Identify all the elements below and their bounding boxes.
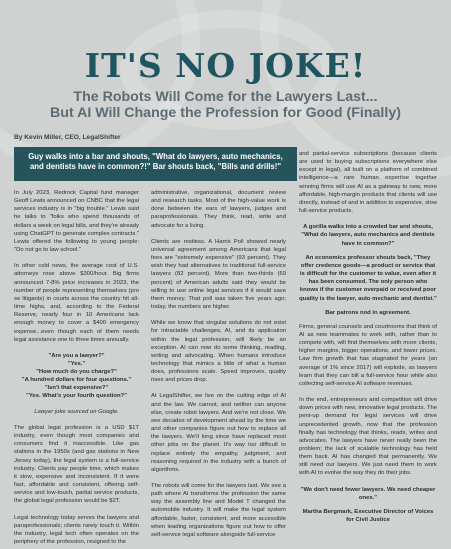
- article-subtitle: [10, 89, 441, 121]
- paragraph: Firms, general counsels and courtrooms that think of AI as new teammates to work with, rather than to compete with, will find themselves with more clients, higher margins, bigger operations, and lower prices. Law firm growth that has stagnated for years (an average of 1% since 2017) will explode, as lawyers learn that they can bill a full-service hour while also collecting self-service AI software revenues.: [299, 323, 437, 387]
- paragraph: Legal technology today serves the lawyers and paraprofessionals; clients rarely touch it. Within the industry, legal tech often operates on the periphery of the profession, resigned to the: [14, 514, 139, 545]
- quote-line: "A hundred dollars for four questions.": [21, 376, 132, 383]
- paragraph: and partial-service subscriptions (because clients are used to buying subscriptions everywhere else except in legal), all built on a platform of combined intelligence—a rare human expertise together winning firms will use AI as a gateway to new, more affordable, high-margin products that clients will use directly, instead of and in addition to expensive, slow full-service products.: [299, 151, 437, 215]
- paragraph: The robots will come for the lawyers last. We see a path where AI transforms the profession the same way the assembly line and Model T changed the automobile industry. It will make the legal system affordable, faster, consistent, and more accessible when leading organizations figure out how to offer self-service legal software alongside full-service: [151, 483, 286, 538]
- joke-banner: Guy walks into a bar and shouts, "What do lawyers, auto mechanics, and dentists have in common?!" Bar shouts back, "Bills and drills!": [14, 147, 297, 181]
- lawyer-joke-quote: [14, 352, 139, 400]
- paragraph: In July 2023, Redrock Capital fund manager Geoff Lewis announced on CNBC that the legal services industry is in "big trouble." Lewis said he talks to "folks who spend thousands of dollars a week on legal bills, and they're already using ChatGPT to generate complex contracts." Lewis offered the following to young people: "Do not go to law school.": [14, 190, 139, 254]
- paragraph: Clients are restless. A Harris Poll showed nearly universal agreement among Americans that legal fees are "extremely expensive" (93 percent). They wish they had alternatives to traditional full-service lawyers (82 percent). More than two-thirds (69 percent) of American adults said they would be willing to use online legal services if it would save them money. That poll was taken five years ago; today, the numbers are higher.: [151, 238, 286, 311]
- paragraph: While we know that singular solutions do not exist for intractable challenges, AI, and its application within the legal profession, will likely be an exception. AI can now do some thinking, reading, writing and advocating. When humans introduce technology that mimics a little of what a human does, professions scale. Speed improves, quality rises and prices drop.: [151, 320, 286, 384]
- column-2: [151, 189, 286, 547]
- quote-line: "Isn't that expensive?": [44, 384, 109, 391]
- subtitle-line-2: But AI Will Change the Profession for Good (Finally): [50, 105, 401, 121]
- paragraph: The global legal profession is a USD $1T industry, even though most companies and consumers find it inaccessible. Like gas stations in the 1950s (and gas stations in New Jersey today), the legal system is a full-service industry. Clients pay people time, which makes it slow, expensive and inconsistent. If it were fast, affordable and consistent, offering self-service and low-touch, partial service products, the global legal profession would be $2T.: [14, 424, 139, 505]
- quote-line: "How much do you charge?": [36, 368, 117, 375]
- quote-line: "Yes. What's your fourth question?": [26, 392, 127, 399]
- article-title: IT'S NO JOKE!: [84, 46, 367, 85]
- quote-caption: Lawyer joke sourced on Google.: [34, 408, 119, 415]
- quote-attribution: Martha Bergmark, Executive Director of Voices for Civil Justice: [302, 508, 434, 524]
- paragraph: administrative, organizational, document review and research tasks. Most of the high-value work is done between the ears of lawyers, judges and paraprofessionals. They think, read, write and advocate for a living.: [151, 190, 286, 229]
- column-3: [299, 150, 437, 524]
- bar-reaction: Bar patrons nod in agreement.: [325, 309, 411, 316]
- gorilla-joke: A gorilla walks into a crowded bar and shouts, "What do lawyers, auto mechanics and dentists have in common?": [301, 224, 435, 247]
- byline: By Kevin Miller, CEO, LegalShifter: [14, 134, 121, 141]
- paragraph: In other cold news, the average cost of U.S. attorneys rose above $300/hour. Big firms announced 7-8% price increases in 2023, the number of people representing themselves (pro se litigants) in courts across the country hit all-time highs, and, according to the Federal Reserve, nearly four in 10 Americans lack enough money to cover a $400 emergency expense...even though each of them needs legal assistance one to three times annually.: [14, 263, 139, 343]
- quote-line: "Yes.": [67, 360, 86, 367]
- closing-quote: "We don't need fewer lawyers. We need cheaper ones.": [300, 486, 436, 501]
- subtitle-line-1: The Robots Will Come for the Lawyers Last...: [73, 89, 378, 105]
- paragraph: At LegalShifter, we live on the cutting edge of AI and the law. We cannot, and neither can anyone else, create robot lawyers. And we're not close. We see decades of development ahead by the time we and other companies figure out how to replace all the lawyers. We'll long since have replaced most other jobs on the planet. It's way too difficult to replace entirely the empathy, judgment, and reasoning required in the industry with a bunch of algorithms.: [151, 393, 286, 473]
- quote-line: "Are you a lawyer?": [48, 352, 105, 359]
- economist-answer: An economics professor shouts back, "They offer credence goods—a product or service that is difficult for the customer to value, even after it has been consumed. The only person who knows if the customer overpaid or received poor quality is the lawyer, auto mechanic and dentist.": [299, 254, 437, 302]
- paragraph: In the end, entrepreneurs and competition will drive down prices with new, innovative legal products. The pent-up demand for legal services will drive unprecedented growth, now that the profession finally has technology that thinks, reads, writes and advocates. The lawyers have never really been the problem; the lack of scalable technology has held them back. AI has changed that permanently. We still need our lawyers. We just need them to work with AI to evolve the way they do their jobs.: [299, 397, 437, 477]
- column-1: [14, 189, 139, 549]
